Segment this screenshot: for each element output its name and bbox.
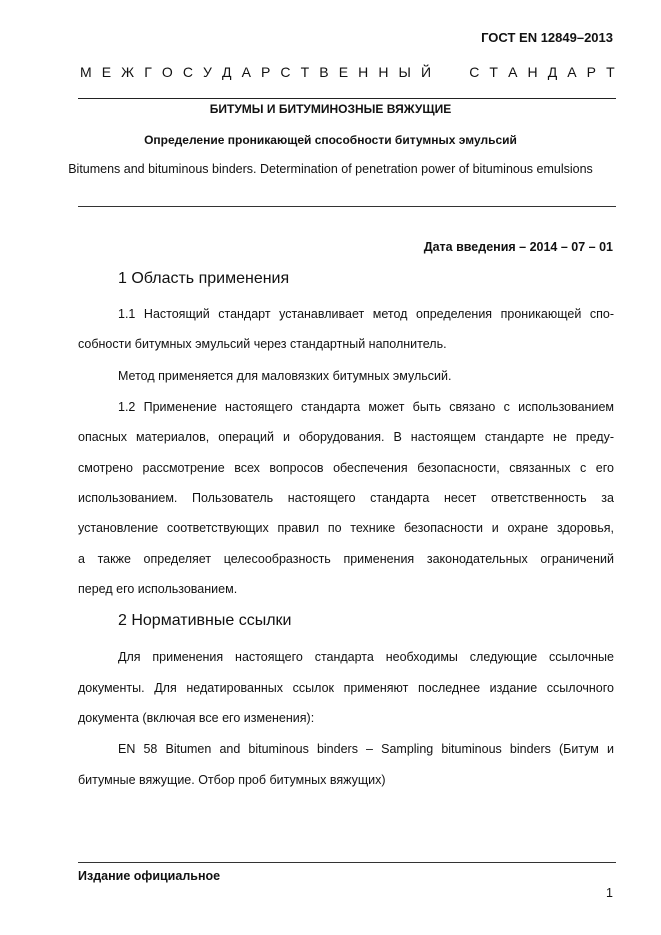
document-subtitle: Определение проникающей способности битумных эмульсий	[144, 133, 517, 147]
banner-letter: Ж	[121, 64, 135, 80]
banner-letter: С	[182, 64, 193, 80]
section-1-line: Метод применяется для маловязких битумных эмульсий.	[118, 369, 452, 383]
section-2-line: битумные вяжущие. Отбор проб битумных вяжущих)	[78, 773, 386, 787]
banner-letter: М	[80, 64, 92, 80]
interstate-standard-banner	[80, 64, 615, 80]
banner-letter: Т	[489, 64, 498, 80]
banner-letter: Е	[101, 64, 112, 80]
banner-letter: Г	[144, 64, 152, 80]
section-2-heading: 2 Нормативные ссылки	[118, 612, 292, 629]
banner-letter: В	[319, 64, 329, 80]
section-1-line: собности битумных эмульсий через стандартный наполнитель.	[78, 337, 447, 351]
section-1-line: перед его использованием.	[78, 582, 238, 596]
section-2-line: документа (включая все его изменения):	[78, 711, 315, 725]
standard-code: ГОСТ EN 12849–2013	[481, 30, 613, 45]
title-separator-line	[78, 206, 616, 207]
banner-letter: Р	[586, 64, 597, 80]
banner-letter: Н	[378, 64, 389, 80]
banner-letter: А	[508, 64, 518, 80]
banner-letter: Т	[300, 64, 310, 80]
section-1-line: использованием. Пользователь настоящего стандарта несет ответственность за	[78, 491, 614, 505]
banner-letter: Ы	[398, 64, 411, 80]
section-1-line: установление соответствующих правил по технике безопасности и охране здоровья,	[78, 521, 614, 535]
banner-letter: Д	[222, 64, 232, 80]
section-1-line: опасных материалов, операций и оборудования. В настоящем стандарте не преду-	[78, 430, 614, 444]
banner-letter: Н	[358, 64, 369, 80]
banner-letter: О	[161, 64, 173, 80]
banner-letter: Е	[338, 64, 349, 80]
section-1-line: 1.2 Применение настоящего стандарта может быть связано с использованием	[118, 400, 614, 414]
banner-letter: Н	[527, 64, 538, 80]
banner-letter: С	[469, 64, 480, 80]
footer-separator-line	[78, 862, 616, 863]
banner-word-gap	[441, 64, 459, 80]
section-2-line: документы. Для недатированных ссылок применяют последнее издание ссылочного	[78, 681, 614, 695]
banner-letter: Д	[547, 64, 558, 80]
banner-letter: Т	[606, 64, 615, 80]
banner-letter: А	[241, 64, 251, 80]
section-2-line: Для применения настоящего стандарта необходимы следующие ссылочные	[118, 650, 614, 664]
document-title: БИТУМЫ И БИТУМИНОЗНЫЕ ВЯЖУЩИЕ	[209, 102, 452, 116]
section-1-line: 1.1 Настоящий стандарт устанавливает метод определения проникающей спо-	[118, 307, 614, 321]
banner-letter: С	[280, 64, 291, 80]
banner-letter: А	[567, 64, 577, 80]
section-1-line: смотрено рассмотрение всех вопросов обеспечения безопасности, связанных с его	[78, 461, 614, 475]
banner-letter: Р	[261, 64, 271, 80]
official-edition-label: Издание официальное	[78, 869, 221, 883]
page-number: 1	[606, 886, 613, 900]
header-rule	[78, 98, 616, 99]
section-1-heading: 1 Область применения	[118, 270, 290, 287]
section-2-line: EN 58 Bitumen and bituminous binders – Sampling bituminous binders (Битум и	[118, 742, 614, 756]
banner-letter: Й	[421, 64, 432, 80]
section-1-line: а также определяет целесообразность применения законодательных ограничений	[78, 552, 614, 566]
document-title-english: Bitumens and bituminous binders. Determination of penetration power of bituminous emulsions	[68, 162, 593, 176]
banner-letter: У	[203, 64, 212, 80]
introduction-date: Дата введения – 2014 – 07 – 01	[423, 240, 613, 254]
